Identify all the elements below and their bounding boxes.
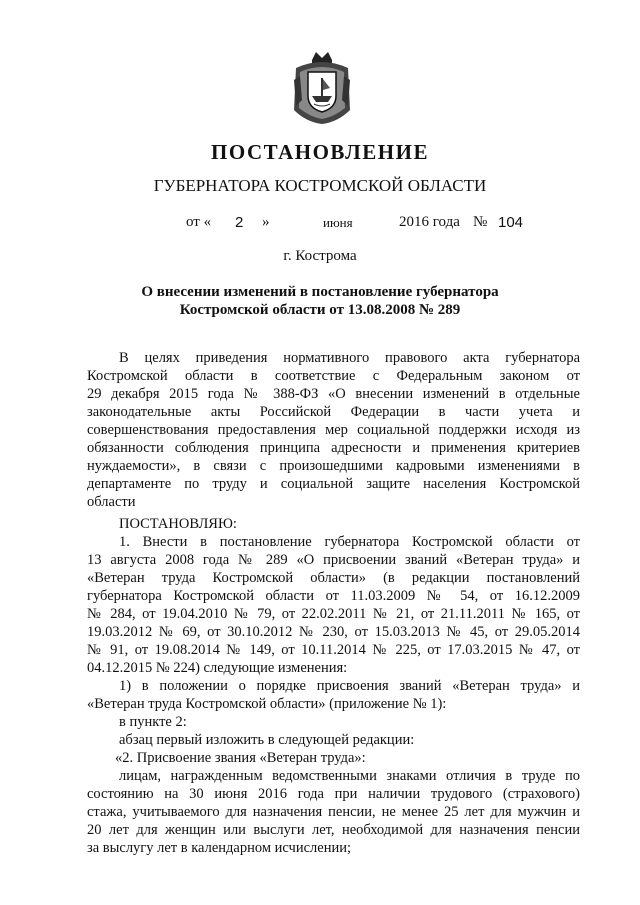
body-line: Костромской области в соответствие с Федеральным законом от [87, 368, 580, 384]
body-line: 20 лет для женщин или выслуги лет, необходимой для назначения пенсии [87, 822, 580, 838]
body-line: 19.03.2012 № 69, от 30.10.2012 № 230, от 15.03.2013 № 45, от 29.05.2014 [87, 624, 580, 640]
body-line: 04.12.2015 № 224) следующие изменения: [87, 660, 348, 676]
date-year: 2016 года [399, 214, 460, 230]
city: г. Кострома [283, 248, 357, 264]
body-line: губернатора Костромской области от 11.03.2009 № 54, от 16.12.2009 [87, 588, 580, 604]
body-line: 13 августа 2008 года № 289 «О присвоении званий «Ветеран труда» и [87, 552, 580, 568]
body-line: «2. Присвоение звания «Ветеран труда»: [115, 750, 366, 766]
heading-line: Костромской области от 13.08.2008 № 289 [179, 302, 461, 318]
date-day: 2 [235, 214, 244, 231]
body-line: области [87, 494, 136, 510]
body-line: № 91, от 19.08.2014 № 149, от 10.11.2014 № 225, от 17.03.2015 № 47, от [87, 642, 580, 658]
body-line: абзац первый изложить в следующей редакции: [119, 732, 415, 748]
body-line: 1. Внести в постановление губернатора Костромской области от [119, 534, 580, 550]
date-prefix: от « [186, 214, 212, 230]
body-line: нуждаемости», в связи с произошедшими кадровыми изменениями в [87, 458, 580, 474]
body-line: департаменте по труду и социальной защите населения Костромской [87, 476, 580, 492]
document-body [87, 349, 580, 857]
body-line: за выслугу лет в календарном исчислении; [87, 840, 352, 856]
date-month: июня [323, 215, 353, 230]
decree-word: ПОСТАНОВЛЯЮ: [119, 516, 237, 532]
date-line [0, 214, 640, 236]
body-line: совершенствования предоставления мер социальной поддержки исходя из [87, 422, 580, 438]
coat-of-arms-emblem [290, 50, 354, 126]
document-heading [0, 283, 640, 319]
body-line: стажа, учитываемого для назначения пенсии, не менее 25 лет для мужчин и [87, 804, 580, 820]
body-line: в пункте 2: [119, 714, 187, 730]
body-line: «Ветеран труда Костромской области» (приложение № 1): [87, 696, 447, 712]
number-sign: № [473, 214, 488, 230]
body-line: лицам, награжденным ведомственными знаками отличия в труде по [119, 768, 580, 784]
heading-line: О внесении изменений в постановление губернатора [141, 284, 499, 300]
body-line: состоянию на 30 июня 2016 года при наличии трудового (страхового) [87, 786, 580, 802]
document-number: 104 [498, 214, 524, 231]
body-line: № 284, от 19.04.2010 № 79, от 22.02.2011 № 21, от 21.11.2011 № 165, от [87, 606, 580, 622]
body-line: «Ветеран труда Костромской области» (в редакции постановлений [87, 570, 580, 586]
body-line: законодательные акты Российской Федерации в части учета и [87, 404, 580, 420]
date-close-quote: » [262, 214, 270, 230]
document-title: ПОСТАНОВЛЕНИЕ [211, 140, 429, 164]
body-line: обязанности соблюдения принципа адресности и применения критериев [87, 440, 580, 456]
issuer: ГУБЕРНАТОРА КОСТРОМСКОЙ ОБЛАСТИ [153, 176, 487, 195]
body-line: 1) в положении о порядке присвоения званий «Ветеран труда» и [119, 678, 580, 694]
body-line: 29 декабря 2015 года № 388-ФЗ «О внесении изменений в отдельные [87, 386, 580, 402]
body-line: В целях приведения нормативного правового акта губернатора [119, 350, 580, 366]
